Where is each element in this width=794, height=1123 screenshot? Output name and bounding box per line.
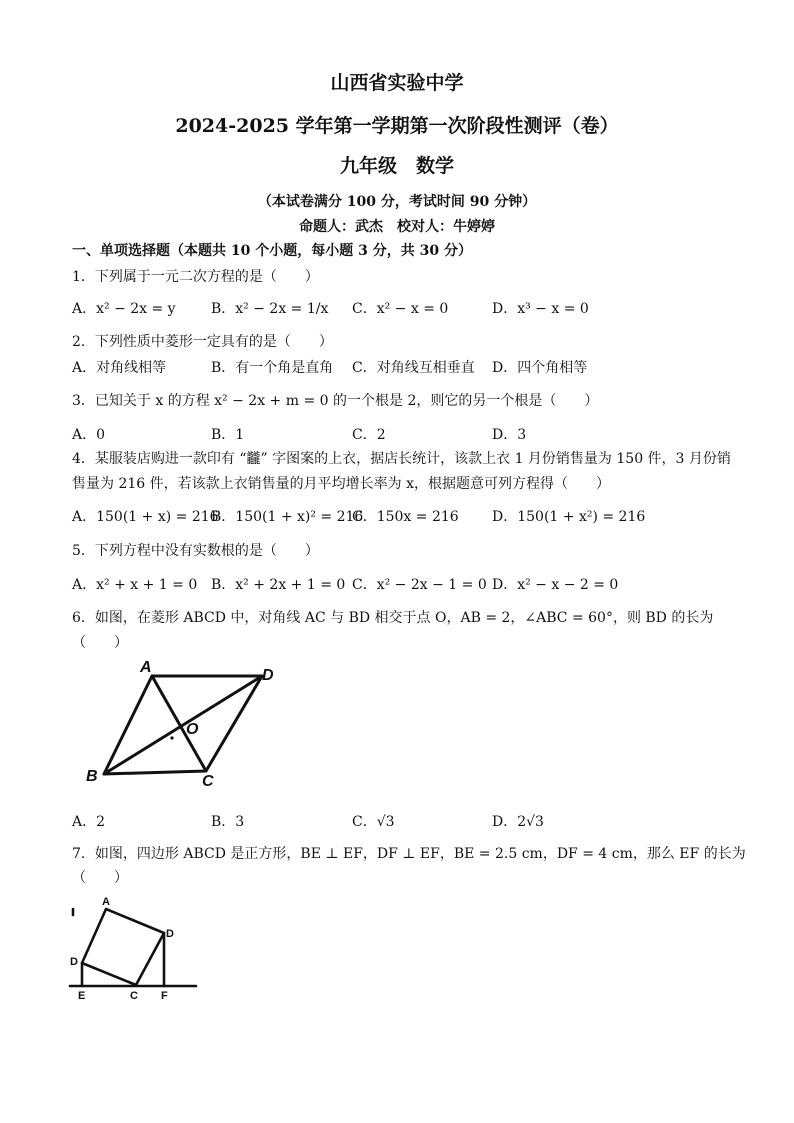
exam-title: 2024-2025 学年第一学期第一次阶段性测评（卷） — [175, 115, 619, 137]
question-4-stem-line-1: 4．某服装店购进一款印有 “龖” 字图案的上衣，据店长统计，该款上衣 1 月份销售量为 150 件，3 月份销 — [72, 451, 731, 467]
q6-option-b[interactable]: B．3 — [211, 814, 245, 830]
label-d: D — [262, 667, 274, 684]
q1-option-a[interactable]: A．x² − 2x = y — [72, 301, 176, 317]
label-a: A — [102, 896, 110, 908]
question-6-stem-line-1: 6．如图，在菱形 ABCD 中，对角线 AC 与 BD 相交于点 O，AB = 2，∠ABC = 60°，则 BD 的长为 — [72, 610, 714, 626]
q4-option-c[interactable]: C．150x = 216 — [352, 509, 459, 525]
label-o: O — [186, 721, 199, 738]
question-6-stem-line-2: （ ） — [72, 635, 128, 651]
square-outline — [82, 909, 164, 985]
label-e: E — [78, 990, 86, 1002]
q3-option-c[interactable]: C．2 — [352, 427, 386, 443]
label-b: D — [70, 956, 78, 968]
label-c: C — [130, 990, 138, 1002]
label-c: C — [202, 773, 214, 788]
q5-option-b[interactable]: B．x² + 2x + 1 = 0 — [211, 577, 346, 593]
q6-option-a[interactable]: A．2 — [72, 814, 106, 830]
q1-option-b[interactable]: B．x² − 2x = 1/x — [211, 301, 329, 317]
q2-option-c[interactable]: C．对角线互相垂直 — [352, 360, 475, 376]
q3-option-b[interactable]: B．1 — [211, 427, 245, 443]
rhombus-figure — [80, 656, 290, 788]
q4-option-b[interactable]: B．150(1 + x)² = 216 — [211, 509, 364, 525]
question-7-stem-line-2: （ ） — [72, 870, 128, 886]
school-name: 山西省实验中学 — [330, 72, 464, 94]
q3-option-a[interactable]: A．0 — [72, 427, 106, 443]
label-b: B — [86, 768, 98, 785]
exam-info: （本试卷满分 100 分，考试时间 90 分钟） — [257, 194, 537, 210]
q5-option-a[interactable]: A．x² + x + 1 = 0 — [72, 577, 198, 593]
square-figure — [66, 895, 202, 1003]
q5-option-c[interactable]: C．x² − 2x − 1 = 0 — [352, 577, 487, 593]
question-1-stem: 1．下列属于一元二次方程的是（ ） — [72, 269, 319, 285]
question-2-stem: 2．下列性质中菱形一定具有的是（ ） — [72, 334, 333, 350]
question-3-stem: 3．已知关于 x 的方程 x² − 2x + m = 0 的一个根是 2，则它的另一个根是（ ） — [72, 393, 599, 409]
point-o-dot — [170, 736, 173, 739]
section-heading: 一、单项选择题（本题共 10 个小题，每小题 3 分，共 30 分） — [72, 243, 472, 259]
q4-option-a[interactable]: A．150(1 + x) = 216 — [72, 509, 219, 525]
label-a: A — [140, 659, 152, 676]
question-7-stem-line-1: 7．如图，四边形 ABCD 是正方形，BE ⊥ EF，DF ⊥ EF，BE = 2.5 cm，DF = 4 cm，那么 EF 的长为 — [72, 846, 746, 862]
q2-option-b[interactable]: B．有一个角是直角 — [211, 360, 334, 376]
q1-option-d[interactable]: D．x³ − x = 0 — [492, 301, 589, 317]
q6-option-c[interactable]: C．√3 — [352, 814, 395, 830]
question-5-stem: 5．下列方程中没有实数根的是（ ） — [72, 543, 319, 559]
q4-option-d[interactable]: D．150(1 + x²) = 216 — [492, 509, 646, 525]
label-d: D — [166, 928, 174, 940]
question-4-stem-line-2: 售量为 216 件，若该款上衣销售量的月平均增长率为 x，根据题意可列方程得（ ） — [72, 476, 610, 492]
q6-option-d[interactable]: D．2√3 — [492, 814, 544, 830]
q1-option-c[interactable]: C．x² − x = 0 — [352, 301, 449, 317]
q5-option-d[interactable]: D．x² − x − 2 = 0 — [492, 577, 619, 593]
q3-option-d[interactable]: D．3 — [492, 427, 527, 443]
grade-subject: 九年级 数学 — [339, 155, 454, 177]
q2-option-d[interactable]: D．四个角相等 — [492, 360, 588, 376]
label-f: F — [161, 990, 168, 1002]
q2-option-a[interactable]: A．对角线相等 — [72, 360, 167, 376]
exam-authors: 命题人：武杰 校对人：牛婷婷 — [299, 219, 495, 235]
